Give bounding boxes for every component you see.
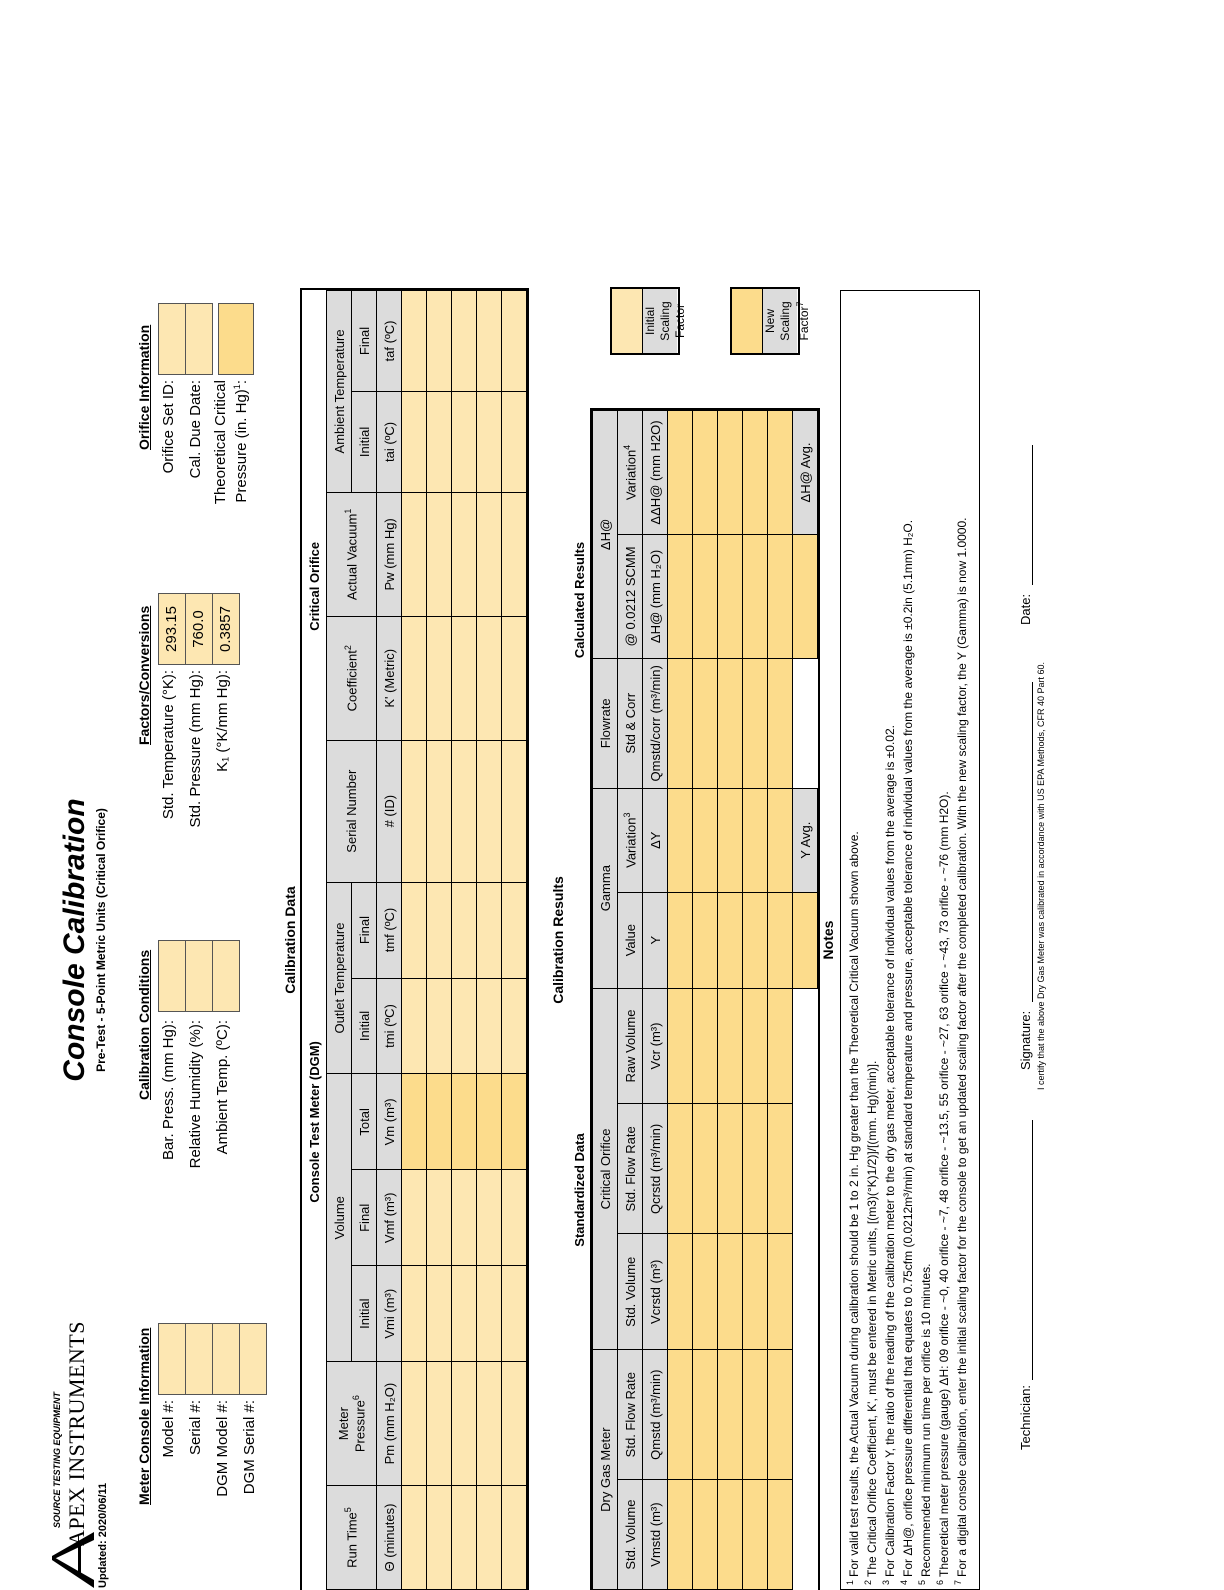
- calibration-data-cell[interactable]: [477, 1170, 502, 1266]
- col-run-time-sup: 5: [343, 1507, 354, 1513]
- res-col-orifice-std-volume: Std. Volume: [618, 1234, 643, 1350]
- calibration-data-cell[interactable]: [427, 1170, 452, 1266]
- note-item: [953, 291, 969, 1585]
- calibration-results-cell: [718, 1104, 743, 1234]
- note-text: Theoretical meter pressure (gauge) ΔH: 09 orifice - ~0, 40 orifice - ~7, 48 orifice - ~13.5, 55 orifice - ~27, 63 orifice - ~43, 73 orifice - ~76 (mm H2O).: [937, 791, 951, 1577]
- y-avg-label: Y Avg.: [793, 788, 818, 892]
- calibration-data-cell[interactable]: [502, 1074, 527, 1170]
- dgm-serial-input[interactable]: [239, 1323, 267, 1395]
- calibration-results-cell: [693, 411, 718, 535]
- certify-statement: I certify that the above Dry Gas Meter was calibrated in accordance with US EPA Methods, CFR 40 Part 60.: [1036, 661, 1046, 1090]
- calibration-results-title: Calibration Results: [550, 876, 566, 1004]
- note-number: 5: [917, 1579, 927, 1585]
- calibration-results-cell: [718, 411, 743, 535]
- res-unit-9: ΔΔH@ (mm H2O): [643, 411, 668, 535]
- note-number: 4: [899, 1579, 909, 1585]
- unit-ambient-initial: tai (ºC): [377, 391, 402, 492]
- res-col-std-volume: Std. Volume: [618, 1480, 643, 1590]
- initial-scaling-box: [610, 287, 687, 355]
- calibration-results-cell: [718, 788, 743, 892]
- calibration-results-cell: [768, 534, 793, 658]
- serial-label: Serial #:: [187, 1400, 204, 1456]
- calibration-results-cell: [668, 1350, 693, 1480]
- calibration-results-row: [743, 411, 768, 1590]
- col-serial-number: Serial Number: [327, 740, 377, 882]
- calibration-results-cell: [768, 1480, 793, 1590]
- calibration-data-cell[interactable]: [427, 291, 452, 392]
- res-unit-0: Vmstd (m³): [643, 1480, 668, 1590]
- note-item: [899, 291, 915, 1585]
- new-scaling-text: New Scaling Factor: [763, 301, 811, 341]
- calibration-data-cell[interactable]: [427, 492, 452, 616]
- calibration-results-cell: [718, 534, 743, 658]
- calibration-data-cell[interactable]: [477, 391, 502, 492]
- group-dgm: Console Test Meter (DGM): [302, 882, 327, 1362]
- calibration-data-cell[interactable]: [427, 882, 452, 978]
- col-outlet-initial: Initial: [352, 978, 377, 1074]
- calibration-data-cell[interactable]: [427, 978, 452, 1074]
- calibration-data-cell[interactable]: [427, 616, 452, 740]
- note-item: [845, 291, 861, 1585]
- calibration-data-cell[interactable]: [402, 1362, 427, 1486]
- calibration-data-cell[interactable]: [452, 391, 477, 492]
- new-scaling-box: [730, 287, 811, 355]
- calibration-data-cell[interactable]: [477, 1074, 502, 1170]
- dgm-model-input[interactable]: [212, 1323, 240, 1395]
- calibration-sheet: [50, 290, 1060, 1590]
- note-item: [863, 291, 879, 1585]
- calibration-data-cell[interactable]: [502, 882, 527, 978]
- ambient-temp-input[interactable]: [212, 940, 240, 1012]
- factors-title: Factors/Conversions: [136, 605, 152, 745]
- calibration-data-cell[interactable]: [452, 978, 477, 1074]
- group-critical-orifice: Critical Orifice: [302, 291, 327, 883]
- apex-logo: [50, 1321, 96, 1590]
- calibration-results-cell: [768, 892, 793, 988]
- cal-due-label: Cal. Due Date:: [187, 380, 204, 479]
- calibration-data-cell[interactable]: [477, 1362, 502, 1486]
- calibration-results-cell: [768, 1234, 793, 1350]
- unit-run-time: Θ (minutes): [377, 1486, 402, 1590]
- res-group-dh: ΔH@: [593, 411, 618, 659]
- res-col-variation4-text: Variation: [623, 449, 639, 501]
- calibration-data-cell[interactable]: [502, 1266, 527, 1362]
- res-unit-1: Qmstd (m³/min): [643, 1350, 668, 1480]
- calibration-data-cell[interactable]: [502, 291, 527, 392]
- calibration-data-cell[interactable]: [452, 1486, 477, 1590]
- calibration-results-cell: [693, 988, 718, 1104]
- calibration-results-cell: [693, 1104, 718, 1234]
- y-avg-value[interactable]: [793, 892, 818, 988]
- calculated-results-title: Calculated Results: [572, 541, 587, 659]
- calibration-data-cell[interactable]: [477, 740, 502, 882]
- calibration-results-cell: [743, 1234, 768, 1350]
- calibration-data-cell[interactable]: [452, 1074, 477, 1170]
- calibration-results-row: [693, 411, 718, 1590]
- calibration-data-cell[interactable]: [502, 978, 527, 1074]
- theoretical-label-2-text: Pressure (in. Hg): [233, 389, 250, 503]
- calibration-results-cell: [693, 892, 718, 988]
- calibration-data-cell[interactable]: [502, 492, 527, 616]
- note-text: The Critical Orifice Coefficient, K', must be entered in Metric units, [(m3)(°K)1/2)]/[(mm. Hg)(min)].: [865, 1060, 879, 1577]
- res-col-variation-sup: 3: [621, 812, 632, 818]
- calibration-results-cell: [768, 1350, 793, 1480]
- col-ambient-initial: Initial: [352, 391, 377, 492]
- orifice-set-label: Orifice Set ID:: [160, 380, 177, 474]
- res-unit-3: Qcrstd (m³/min): [643, 1104, 668, 1234]
- orifice-set-input[interactable]: [158, 303, 186, 375]
- res-col-std-flow-rate: Std. Flow Rate: [618, 1350, 643, 1480]
- note-number: 2: [863, 1579, 873, 1585]
- col-coefficient-sup: 2: [343, 645, 354, 651]
- calibration-results-cell: [693, 658, 718, 788]
- res-unit-2: Vcrstd (m³): [643, 1234, 668, 1350]
- calibration-data-cell[interactable]: [452, 492, 477, 616]
- serial-input[interactable]: [185, 1323, 213, 1395]
- res-col-std-corr: Std & Corr: [618, 658, 643, 788]
- calibration-results-cell: [718, 1480, 743, 1590]
- std-pressure-value: 760.0: [185, 593, 213, 665]
- calibration-data-cell[interactable]: [402, 1266, 427, 1362]
- col-outlet-temp: Outlet Temperature: [327, 882, 352, 1074]
- signature-label: Signature:: [1018, 1010, 1033, 1070]
- col-meter-pressure: [327, 1362, 377, 1486]
- ambient-temp-label: Ambient Temp. (ºC):: [214, 1020, 231, 1155]
- logo-text: APEX INSTRUMENTS: [64, 1321, 89, 1546]
- unit-vacuum: Pw (mm Hg): [377, 492, 402, 616]
- calibration-results-cell: [668, 892, 693, 988]
- calibration-data-cell[interactable]: [402, 882, 427, 978]
- calibration-results-rows: [668, 411, 793, 1590]
- calibration-results-row: [768, 411, 793, 1590]
- calibration-results-cell: [768, 658, 793, 788]
- calibration-data-cell[interactable]: [402, 492, 427, 616]
- calibration-data-cell[interactable]: [477, 492, 502, 616]
- note-item: [881, 291, 897, 1585]
- calibration-results-cell: [668, 1104, 693, 1234]
- res-unit-5: Y: [643, 892, 668, 988]
- theoretical-label-1: Theoretical Critical: [212, 380, 229, 505]
- res-group-gamma: Gamma: [593, 788, 618, 988]
- note-text: For Calibration Factor Y, the ratio of the reading of the calibration meter to the dry gas meter, acceptable tolerance of individual values from the average is ±0.02.: [883, 725, 897, 1577]
- res-unit-7: Qmstd/corr (m³/min): [643, 658, 668, 788]
- calibration-data-cell[interactable]: [452, 740, 477, 882]
- calibration-results-cell: [668, 411, 693, 535]
- col-run-time: [327, 1486, 377, 1590]
- calibration-results-table: [592, 410, 818, 1590]
- calibration-data-cell[interactable]: [402, 1170, 427, 1266]
- calibration-data-cell[interactable]: [477, 616, 502, 740]
- unit-meter-pressure: Pm (mm H₂O): [377, 1362, 402, 1486]
- calibration-data-cell[interactable]: [502, 1486, 527, 1590]
- res-unit-4: Vcr (m³): [643, 988, 668, 1104]
- note-text: For a digital console calibration, enter the initial scaling factor for the console to get an updated scaling factor after the completed calibration. With the new scaling factor, the Y (Gamma) is now 1.0000.: [955, 517, 969, 1577]
- technician-label: Technician:: [1018, 1384, 1033, 1450]
- dh-avg-label: ΔH@ Avg.: [793, 411, 818, 535]
- calibration-results-cell: [693, 534, 718, 658]
- calibration-data-cell[interactable]: [502, 740, 527, 882]
- unit-serial: # (ID): [377, 740, 402, 882]
- calibration-results-cell: [718, 1350, 743, 1480]
- calibration-data-cell[interactable]: [452, 1266, 477, 1362]
- note-item: [917, 291, 933, 1585]
- calibration-data-row: [427, 291, 452, 1590]
- calibration-results-cell: [768, 1104, 793, 1234]
- calibration-results-cell: [718, 988, 743, 1104]
- signature-line[interactable]: [1032, 682, 1033, 1002]
- calibration-results-cell: [743, 892, 768, 988]
- calibration-data-cell[interactable]: [452, 1362, 477, 1486]
- new-scaling-label: [763, 289, 811, 353]
- col-volume-final: Final: [352, 1170, 377, 1266]
- std-temperature-label: Std. Temperature (°K):: [160, 670, 177, 820]
- initial-scaling-label: Initial Scaling Factor: [643, 289, 677, 353]
- notes-box: [840, 290, 980, 1590]
- theoretical-pressure-input[interactable]: [218, 303, 254, 375]
- unit-coefficient: K' (Metric): [377, 616, 402, 740]
- calibration-data-row: [402, 291, 427, 1590]
- col-coefficient: [327, 616, 377, 740]
- note-number: 3: [881, 1579, 891, 1585]
- col-ambient-temp: Ambient Temperature: [327, 291, 352, 493]
- calibration-data-title: Calibration Data: [282, 886, 298, 994]
- res-unit-8: ΔH@ (mm H₂O): [643, 534, 668, 658]
- calibration-results-cell: [718, 658, 743, 788]
- unit-outlet-final: tmf (ºC): [377, 882, 402, 978]
- res-unit-6: ΔY: [643, 788, 668, 892]
- bar-press-label: Bar. Press. (mm Hg):: [160, 1020, 177, 1161]
- calibration-data-row: [452, 291, 477, 1590]
- calibration-data-cell[interactable]: [477, 882, 502, 978]
- k1-value: 0.3857: [212, 593, 240, 665]
- calibration-data-cell[interactable]: [502, 616, 527, 740]
- calibration-data-cell[interactable]: [427, 391, 452, 492]
- calibration-data-cell[interactable]: [402, 291, 427, 392]
- col-pressure-sup: 6: [350, 1395, 361, 1401]
- col-outlet-final: Final: [352, 882, 377, 978]
- res-col-raw-volume: Raw Volume: [618, 988, 643, 1104]
- calibration-results-cell: [668, 788, 693, 892]
- note-text: Recommended minimum run time per orifice is 10 minutes.: [919, 1263, 933, 1577]
- calibration-results-cell: [768, 788, 793, 892]
- col-pressure-text: Pressure: [352, 1400, 368, 1453]
- calibration-data-cell[interactable]: [502, 1170, 527, 1266]
- model-input[interactable]: [158, 1323, 186, 1395]
- calibration-results-cell: [693, 788, 718, 892]
- col-run-time-text: Run Time: [344, 1512, 360, 1568]
- relative-humidity-label: Relative Humidity (%):: [187, 1020, 204, 1169]
- calibration-results-cell: [743, 658, 768, 788]
- calibration-results-cell: [668, 1480, 693, 1590]
- unit-volume-final: Vmf (m³): [377, 1170, 402, 1266]
- calibration-data-cell[interactable]: [402, 1074, 427, 1170]
- calibration-results-cell: [668, 658, 693, 788]
- bar-press-input[interactable]: [158, 940, 186, 1012]
- calibration-results-cell: [743, 1104, 768, 1234]
- col-volume-total: Total: [352, 1074, 377, 1170]
- date-label: Date:: [1018, 593, 1033, 625]
- res-col-variation4-sup: 4: [621, 444, 632, 450]
- calibration-conditions-title: Calibration Conditions: [136, 949, 152, 1100]
- k1-label: K₁ (°K/mm Hg):: [214, 670, 231, 772]
- col-volume: Volume: [327, 1074, 352, 1362]
- calibration-results-cell: [693, 1234, 718, 1350]
- dgm-model-label: DGM Model #:: [214, 1400, 231, 1497]
- calibration-data-cell[interactable]: [477, 1486, 502, 1590]
- unit-outlet-initial: tmi (ºC): [377, 978, 402, 1074]
- calibration-data-cell[interactable]: [452, 291, 477, 392]
- col-vacuum-text: Actual Vacuum: [344, 513, 360, 601]
- relative-humidity-input[interactable]: [185, 940, 213, 1012]
- col-actual-vacuum: [327, 492, 377, 616]
- date-line[interactable]: [1032, 445, 1033, 585]
- std-temperature-value: 293.15: [158, 593, 186, 665]
- updated-date: Updated: 2020/06/11: [97, 1482, 109, 1588]
- note-item: [935, 291, 951, 1585]
- model-label: Model #:: [160, 1400, 177, 1458]
- theoretical-sup: 1: [232, 384, 242, 390]
- res-col-variation-text: Variation: [623, 817, 639, 868]
- cal-due-input[interactable]: [185, 303, 213, 375]
- logo-tagline: SOURCE TESTING EQUIPMENT: [52, 1391, 62, 1528]
- col-volume-initial: Initial: [352, 1266, 377, 1362]
- unit-volume-initial: Vmi (m³): [377, 1266, 402, 1362]
- col-meter-text: Meter: [335, 1407, 351, 1441]
- calibration-results-cell: [668, 988, 693, 1104]
- calibration-results-cell: [743, 788, 768, 892]
- note-text: For ΔH@, orifice pressure differential that equates to 0.75cfm (0.0212m³/min) at standard temperature and pressure, acceptable tolerance of individual values from the average is ±0.2in (5.1mm) H₂O.: [901, 519, 915, 1577]
- std-pressure-label: Std. Pressure (mm Hg):: [187, 670, 204, 828]
- calibration-results-row: [668, 411, 693, 1590]
- calibration-data-cell[interactable]: [427, 1362, 452, 1486]
- res-group-flowrate: Flowrate: [593, 658, 618, 788]
- unit-ambient-final: taf (ºC): [377, 291, 402, 392]
- calibration-results-cell: [743, 1480, 768, 1590]
- calibration-results-cell: [743, 1350, 768, 1480]
- calibration-data-cell[interactable]: [402, 616, 427, 740]
- calibration-data-rows: [402, 291, 527, 1590]
- technician-line[interactable]: [1032, 1120, 1033, 1380]
- res-col-value: Value: [618, 892, 643, 988]
- res-col-variation: [618, 788, 643, 892]
- standardized-data-title: Standardized Data: [572, 1133, 587, 1247]
- col-vacuum-sup: 1: [343, 508, 354, 514]
- new-scaling-sup: 7: [795, 301, 805, 307]
- calibration-results-cell: [743, 411, 768, 535]
- calibration-data-cell[interactable]: [427, 740, 452, 882]
- initial-scaling-input[interactable]: [612, 289, 643, 353]
- calibration-data-cell[interactable]: [477, 978, 502, 1074]
- note-number: 1: [845, 1579, 855, 1585]
- calibration-results-row: [718, 411, 743, 1590]
- res-col-variation4: [618, 411, 643, 535]
- notes-title: Notes: [820, 920, 836, 960]
- calibration-data-cell[interactable]: [502, 1362, 527, 1486]
- col-coefficient-text: Coefficient: [344, 650, 360, 712]
- calibration-results-cell: [768, 988, 793, 1104]
- orifice-info-title: Orifice Information: [136, 324, 152, 450]
- note-text: For valid test results, the Actual Vacuum during calibration should be 1 to 2 in. Hg greater than the Theoretical Critical Vacuum shown above.: [847, 831, 861, 1577]
- calibration-data-cell[interactable]: [402, 391, 427, 492]
- note-number: 7: [953, 1579, 963, 1585]
- res-group-orifice: Critical Orifice: [593, 988, 618, 1350]
- calibration-results-cell: [768, 411, 793, 535]
- page-title: Console Calibration: [58, 798, 91, 1082]
- calibration-data-cell[interactable]: [427, 1486, 452, 1590]
- calibration-data-cell[interactable]: [402, 978, 427, 1074]
- calibration-results-cell: [693, 1350, 718, 1480]
- calibration-results-cell: [668, 1234, 693, 1350]
- col-ambient-final: Final: [352, 291, 377, 392]
- calibration-data-cell[interactable]: [452, 1170, 477, 1266]
- calibration-data-row: [477, 291, 502, 1590]
- calibration-data-cell[interactable]: [427, 1266, 452, 1362]
- calibration-data-cell[interactable]: [402, 1486, 427, 1590]
- theoretical-label-2: Pressure (in. Hg)$^1$:: [232, 380, 250, 503]
- res-col-scmm: @ 0.0212 SCMM: [618, 534, 643, 658]
- meter-console-title: Meter Console Information: [136, 1327, 152, 1505]
- calibration-data-table: [302, 290, 527, 1590]
- calibration-data-cell[interactable]: [477, 1266, 502, 1362]
- calibration-data-cell[interactable]: [402, 740, 427, 882]
- unit-volume-total: Vm (m³): [377, 1074, 402, 1170]
- calibration-data-cell[interactable]: [427, 1074, 452, 1170]
- note-number: 6: [935, 1579, 945, 1585]
- calibration-results-cell: [668, 534, 693, 658]
- calibration-results-cell: [718, 1234, 743, 1350]
- calibration-data-cell[interactable]: [502, 391, 527, 492]
- page-subtitle: Pre-Test - 5-Point Metric Units (Critical Orifice): [94, 808, 108, 1072]
- calibration-results-cell: [693, 1480, 718, 1590]
- calibration-data-cell[interactable]: [452, 616, 477, 740]
- calibration-data-cell[interactable]: [452, 882, 477, 978]
- res-col-orifice-std-flow-rate: Std. Flow Rate: [618, 1104, 643, 1234]
- calibration-results-cell: [718, 892, 743, 988]
- new-scaling-value[interactable]: [732, 289, 763, 353]
- calibration-data-cell[interactable]: [477, 291, 502, 392]
- calibration-data-row: [502, 291, 527, 1590]
- calibration-results-cell: [743, 988, 768, 1104]
- dgm-serial-label: DGM Serial #:: [241, 1400, 258, 1495]
- calibration-results-cell: [743, 534, 768, 658]
- dh-avg-value[interactable]: [793, 534, 818, 658]
- res-group-dgm: Dry Gas Meter: [593, 1350, 618, 1590]
